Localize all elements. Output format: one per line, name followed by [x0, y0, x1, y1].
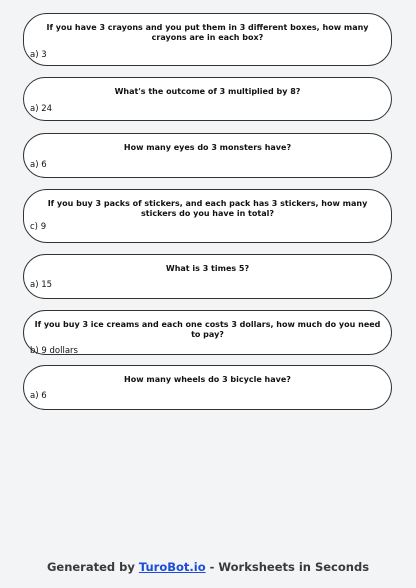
question-text: What is 3 times 5?: [165, 264, 250, 273]
question-card: [23, 189, 392, 243]
answer-text: a) 24: [30, 104, 53, 114]
question-text: If you buy 3 packs of stickers, and each pack has 3 stickers, how many stickers do you have in total?: [47, 199, 368, 218]
question-text: What's the outcome of 3 multiplied by 8?: [114, 87, 301, 96]
footer: [0, 560, 416, 574]
question-card: [23, 13, 392, 66]
answer-text: c) 9: [30, 222, 47, 232]
answer-text: a) 15: [30, 280, 53, 290]
question-text: How many eyes do 3 monsters have?: [123, 143, 292, 152]
question-card: [23, 133, 392, 178]
question-card: [23, 77, 392, 121]
answer-text: a) 3: [30, 50, 47, 60]
question-text: If you buy 3 ice creams and each one costs 3 dollars, how much do you need to pay?: [34, 320, 381, 339]
footer-prefix: Generated by: [46, 560, 139, 574]
question-text: If you have 3 crayons and you put them in 3 different boxes, how many crayons are in each box?: [46, 23, 369, 42]
question-card: [23, 254, 392, 299]
turobot-link[interactable]: TuroBot.io: [138, 560, 206, 574]
answer-text: b) 9 dollars: [30, 346, 78, 356]
question-card: [23, 310, 392, 355]
answer-text: a) 6: [30, 391, 47, 401]
worksheet: [23, 13, 393, 410]
question-card: [23, 365, 392, 410]
question-text: How many wheels do 3 bicycle have?: [124, 375, 291, 384]
answer-text: a) 6: [30, 160, 47, 170]
footer-suffix: - Worksheets in Seconds: [205, 560, 370, 574]
